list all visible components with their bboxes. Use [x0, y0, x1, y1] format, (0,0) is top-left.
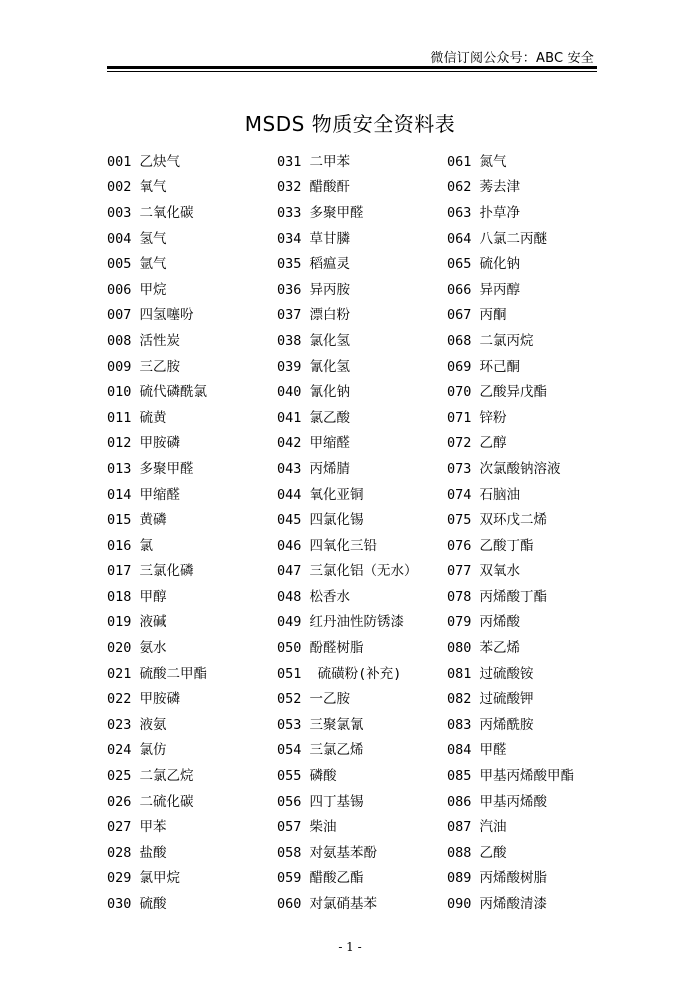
substance-item: 021 硫酸二甲酯	[107, 665, 208, 682]
substance-item: 027 甲苯	[107, 819, 167, 836]
substance-item: 054 三氯乙烯	[277, 742, 364, 759]
substance-item: 042 甲缩醛	[277, 435, 351, 452]
substance-item: 016 氯	[107, 537, 154, 554]
substance-item: 031 二甲苯	[277, 153, 351, 170]
header-text: 微信订阅公众号：ABC 安全	[430, 51, 594, 66]
substance-item: 006 甲烷	[107, 281, 167, 298]
substance-item: 083 丙烯酰胺	[447, 716, 534, 733]
substance-item: 008 活性炭	[107, 332, 181, 349]
substance-item: 076 乙酸丁酯	[447, 537, 534, 554]
substance-item: 066 异丙醇	[447, 281, 521, 298]
substance-item: 041 氯乙酸	[277, 409, 351, 426]
list-row	[107, 864, 627, 890]
substance-item: 065 硫化钠	[447, 256, 521, 273]
list-row	[107, 352, 627, 378]
substance-item: 074 石脑油	[447, 486, 521, 503]
substance-item: 057 柴油	[277, 819, 337, 836]
substance-item: 070 乙酸异戊酯	[447, 384, 548, 401]
substance-item: 071 锌粉	[447, 409, 507, 426]
substance-item: 044 氧化亚铜	[277, 486, 364, 503]
substance-item: 013 多聚甲醛	[107, 460, 194, 477]
substance-item: 067 丙酮	[447, 307, 507, 324]
list-row	[107, 659, 627, 685]
page-number: - 1 -	[338, 940, 362, 954]
substance-item: 061 氮气	[447, 153, 507, 170]
list-row	[107, 377, 627, 403]
substance-item: 018 甲醇	[107, 588, 167, 605]
header-rule-thin	[107, 71, 597, 72]
substance-item: 081 过硫酸铵	[447, 665, 534, 682]
substance-item: 032 醋酸酐	[277, 179, 351, 196]
substance-item: 034 草甘膦	[277, 230, 351, 247]
substance-item: 022 甲胺磷	[107, 691, 181, 708]
list-row	[107, 736, 627, 762]
list-row	[107, 147, 627, 173]
substance-item: 040 氰化钠	[277, 384, 351, 401]
substance-item: 089 丙烯酸树脂	[447, 870, 548, 887]
substance-item: 010 硫代磷酰氯	[107, 384, 208, 401]
list-row	[107, 838, 627, 864]
list-row	[107, 684, 627, 710]
substance-item: 082 过硫酸钾	[447, 691, 534, 708]
substance-item: 060 对氯硝基苯	[277, 896, 378, 913]
substance-item: 005 氩气	[107, 256, 167, 273]
substance-item: 028 盐酸	[107, 844, 167, 861]
substance-item: 045 四氯化锡	[277, 512, 364, 529]
substance-item: 014 甲缩醛	[107, 486, 181, 503]
substance-item: 078 丙烯酸丁酯	[447, 588, 548, 605]
substance-item: 079 丙烯酸	[447, 614, 521, 631]
substance-item: 024 氯仿	[107, 742, 167, 759]
substance-item: 002 氧气	[107, 179, 167, 196]
header-rule-thick	[107, 66, 597, 69]
substance-item: 077 双氧水	[447, 563, 521, 580]
substance-item: 049 红丹油性防锈漆	[277, 614, 405, 631]
substance-item: 085 甲基丙烯酸甲酯	[447, 768, 575, 785]
substance-item: 003 二氧化碳	[107, 204, 194, 221]
substance-item: 020 氨水	[107, 640, 167, 657]
substance-item: 035 稻瘟灵	[277, 256, 351, 273]
substance-item: 029 氯甲烷	[107, 870, 181, 887]
substance-item: 007 四氢噻吩	[107, 307, 194, 324]
substance-item: 026 二硫化碳	[107, 793, 194, 810]
substance-item: 068 二氯丙烷	[447, 332, 534, 349]
substance-item: 064 八氯二丙醚	[447, 230, 548, 247]
substance-item: 050 酚醛树脂	[277, 640, 364, 657]
substance-item: 051 硫磺粉(补充)	[277, 665, 402, 682]
substance-item: 047 三氯化铝（无水）	[277, 563, 418, 580]
substance-item: 086 甲基丙烯酸	[447, 793, 548, 810]
list-row	[107, 505, 627, 531]
substance-item: 046 四氧化三铅	[277, 537, 378, 554]
list-row	[107, 582, 627, 608]
substance-item: 048 松香水	[277, 588, 351, 605]
substance-item: 056 四丁基锡	[277, 793, 364, 810]
list-row	[107, 275, 627, 301]
substance-item: 088 乙酸	[447, 844, 507, 861]
substance-item: 090 丙烯酸清漆	[447, 896, 548, 913]
list-row	[107, 761, 627, 787]
list-row	[107, 812, 627, 838]
substance-item: 039 氰化氢	[277, 358, 351, 375]
substance-item: 052 一乙胺	[277, 691, 351, 708]
substance-item: 036 异丙胺	[277, 281, 351, 298]
list-row	[107, 198, 627, 224]
substance-item: 009 三乙胺	[107, 358, 181, 375]
list-row	[107, 454, 627, 480]
substance-item: 038 氯化氢	[277, 332, 351, 349]
substance-item: 001 乙炔气	[107, 153, 181, 170]
substance-item: 030 硫酸	[107, 896, 167, 913]
substance-item: 055 磷酸	[277, 768, 337, 785]
substance-item: 033 多聚甲醛	[277, 204, 364, 221]
list-row	[107, 429, 627, 455]
list-row	[107, 557, 627, 583]
substance-item: 017 三氯化磷	[107, 563, 194, 580]
list-row	[107, 326, 627, 352]
list-row	[107, 633, 627, 659]
substance-item: 053 三聚氯氰	[277, 716, 364, 733]
substance-list	[107, 147, 627, 915]
list-row	[107, 531, 627, 557]
list-row	[107, 403, 627, 429]
substance-item: 084 甲醛	[447, 742, 507, 759]
substance-item: 025 二氯乙烷	[107, 768, 194, 785]
list-row	[107, 249, 627, 275]
substance-item: 087 汽油	[447, 819, 507, 836]
substance-item: 023 液氨	[107, 716, 167, 733]
list-row	[107, 173, 627, 199]
list-row	[107, 889, 627, 915]
substance-item: 019 液碱	[107, 614, 167, 631]
substance-item: 015 黄磷	[107, 512, 167, 529]
substance-item: 063 扑草净	[447, 204, 521, 221]
list-row	[107, 480, 627, 506]
substance-item: 073 次氯酸钠溶液	[447, 460, 561, 477]
substance-item: 012 甲胺磷	[107, 435, 181, 452]
list-row	[107, 224, 627, 250]
list-row	[107, 787, 627, 813]
substance-item: 043 丙烯腈	[277, 460, 351, 477]
list-row	[107, 608, 627, 634]
substance-item: 072 乙醇	[447, 435, 507, 452]
substance-item: 011 硫黄	[107, 409, 167, 426]
substance-item: 037 漂白粉	[277, 307, 351, 324]
substance-item: 075 双环戊二烯	[447, 512, 548, 529]
substance-item: 069 环己酮	[447, 358, 521, 375]
substance-item: 004 氢气	[107, 230, 167, 247]
substance-item: 059 醋酸乙酯	[277, 870, 364, 887]
page-title: MSDS 物质安全资料表	[244, 112, 456, 136]
substance-item: 058 对氨基苯酚	[277, 844, 378, 861]
substance-item: 062 莠去津	[447, 179, 521, 196]
list-row	[107, 301, 627, 327]
list-row	[107, 710, 627, 736]
substance-item: 080 苯乙烯	[447, 640, 521, 657]
